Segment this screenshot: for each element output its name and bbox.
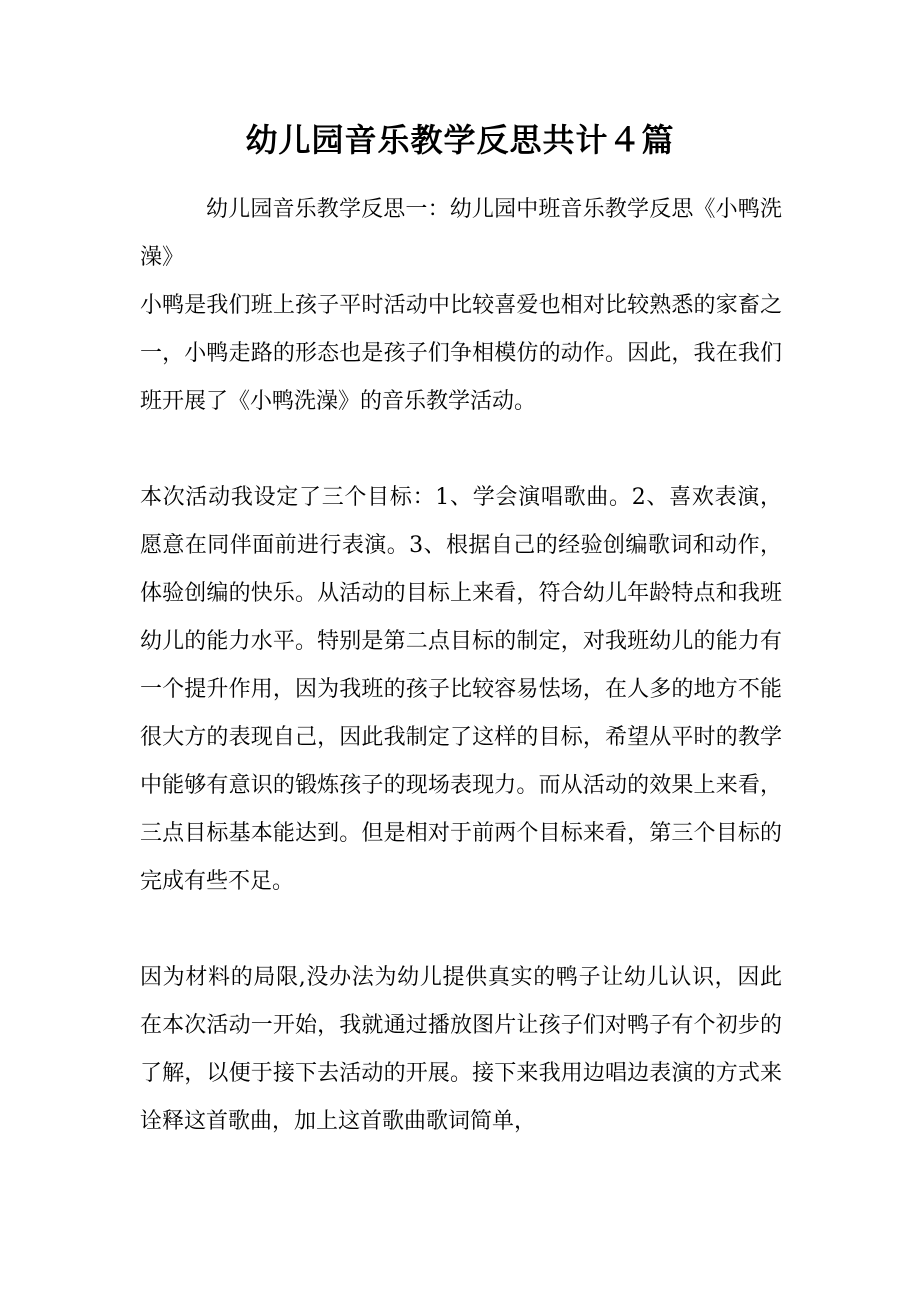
paragraph-spacer [140, 426, 782, 474]
paragraph-subtitle: 幼儿园音乐教学反思一：幼儿园中班音乐教学反思《小鸭洗澡》 [140, 197, 782, 270]
paragraph-goals: 本次活动我设定了三个目标：1、学会演唱歌曲。2、喜欢表演，愿意在同伴面前进行表演。3、根据自己的经验创编歌词和动作，体验创编的快乐。从活动的目标上来看，符合幼儿年龄特点和我班幼儿的能力水平。特别是第二点目标的制定，对我班幼儿的能力有一个提升作用，因为我班的孩子比较容易怯场，在人多的地方不能很大方的表现自己，因此我制定了这样的目标，希望从平时的教学中能够有意识的锻炼孩子的现场表现力。而从活动的效果上来看，三点目标基本能达到。但是相对于前两个目标来看，第三个目标的完成有些不足。 [140, 485, 782, 894]
document-title: 幼儿园音乐教学反思共计４篇 [245, 121, 675, 159]
paragraph-spacer [140, 906, 782, 954]
document-body [140, 186, 782, 1146]
paragraph-materials: 因为材料的局限,没办法为幼儿提供真实的鸭子让幼儿认识，因此在本次活动一开始，我就通过播放图片让孩子们对鸭子有个初步的了解，以便于接下去活动的开展。接下来我用边唱边表演的方式来诠释这首歌曲，加上这首歌曲歌词简单， [140, 965, 782, 1134]
paragraph-intro: 小鸭是我们班上孩子平时活动中比较喜爱也相对比较熟悉的家畜之一，小鸭走路的形态也是孩子们争相模仿的动作。因此，我在我们班开展了《小鸭洗澡》的音乐教学活动。 [140, 293, 782, 414]
